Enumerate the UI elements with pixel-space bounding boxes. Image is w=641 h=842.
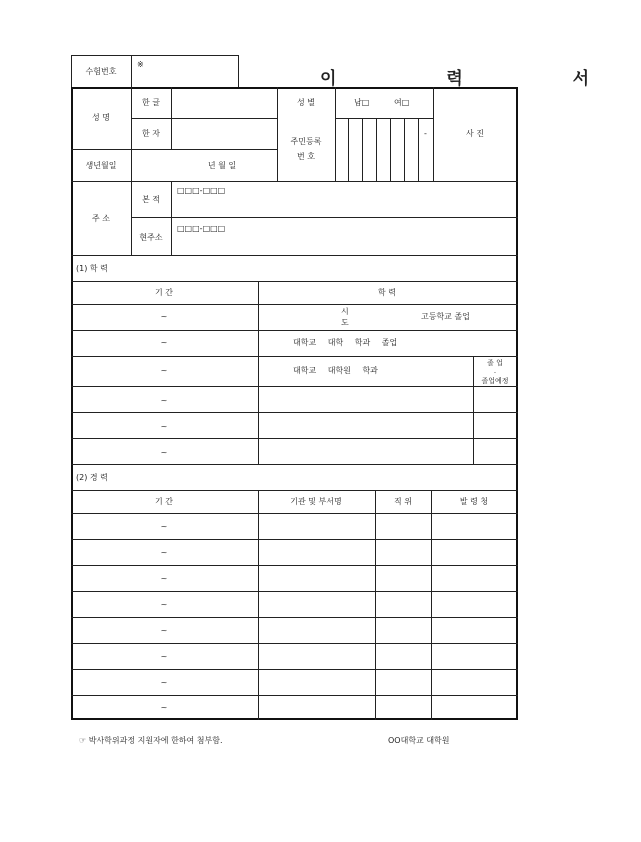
gender-label: 성 별 <box>297 98 315 107</box>
education-row-city[interactable]: 시 <box>341 307 349 316</box>
career-row-period[interactable]: ~ <box>160 574 168 583</box>
career-position-header: 직 위 <box>394 497 412 506</box>
education-row-period[interactable]: ~ <box>160 448 168 457</box>
career-row-period[interactable]: ~ <box>160 626 168 635</box>
domicile-label: 본 적 <box>142 195 160 204</box>
birth-label: 생년월일 <box>85 161 117 170</box>
hanja-name-field[interactable] <box>172 119 276 148</box>
career-row-period[interactable]: ~ <box>160 703 168 712</box>
name-label: 성 명 <box>92 113 110 122</box>
career-row-period[interactable]: ~ <box>160 522 168 531</box>
education-side-dot: . <box>493 367 497 375</box>
gender-female-option[interactable]: 여□ <box>394 98 410 107</box>
photo-box[interactable] <box>434 88 516 180</box>
current-address-postcode[interactable]: □□□-□□□ <box>177 224 226 233</box>
career-period-header: 기 간 <box>155 497 173 506</box>
resident-number-label-line2: 번 호 <box>297 152 315 161</box>
birth-field[interactable]: 년 월 일 <box>207 161 237 170</box>
hangul-name-field[interactable] <box>172 88 276 117</box>
address-label: 주 소 <box>92 214 110 223</box>
school-name: OO대학교 대학원 <box>388 736 450 745</box>
education-row-period[interactable]: ~ <box>160 338 168 347</box>
education-row-province[interactable]: 도 <box>341 318 349 327</box>
hangul-label: 한 글 <box>142 98 160 107</box>
education-row-record[interactable]: 대학교 대학 학과 졸업 <box>293 338 398 347</box>
photo-label: 사 진 <box>466 129 484 138</box>
hanja-label: 한 자 <box>142 129 160 138</box>
education-side-graduated[interactable]: 졸 업 <box>487 359 503 367</box>
education-record-header: 학 력 <box>378 288 396 297</box>
career-row-period[interactable]: ~ <box>160 548 168 557</box>
current-address-label: 현주소 <box>139 233 163 242</box>
domicile-postcode[interactable]: □□□-□□□ <box>177 186 226 195</box>
career-row-period[interactable]: ~ <box>160 678 168 687</box>
resident-number-label-line1: 주민등록 <box>290 137 322 146</box>
education-period-header: 기 간 <box>155 288 173 297</box>
education-section-label: (1) 학 력 <box>76 264 108 273</box>
resident-number-field[interactable] <box>336 119 432 180</box>
education-row-period[interactable]: ~ <box>160 396 168 405</box>
career-row-period[interactable]: ~ <box>160 600 168 609</box>
education-row-period[interactable]: ~ <box>160 366 168 375</box>
exam-number-field[interactable]: ※ <box>137 60 144 69</box>
education-row-period[interactable]: ~ <box>160 312 168 321</box>
career-row-period[interactable]: ~ <box>160 652 168 661</box>
resident-number-dash: - <box>424 129 427 138</box>
education-row-period[interactable]: ~ <box>160 422 168 431</box>
education-row-highschool[interactable]: 고등학교 졸업 <box>421 312 470 321</box>
education-side-expected[interactable]: 졸업예정 <box>481 377 509 385</box>
education-row-record[interactable]: 대학교 대학원 학과 <box>293 366 378 375</box>
footnote: ☞ 박사학위과정 지원자에 한하여 첨부함. <box>79 736 223 745</box>
career-issuer-header: 발 령 청 <box>459 497 489 506</box>
exam-number-label: 수험번호 <box>85 67 117 76</box>
gender-male-option[interactable]: 남□ <box>354 98 370 107</box>
page-title: 이 력 서 <box>320 69 641 89</box>
career-org-header: 기관 및 부서명 <box>290 497 342 506</box>
career-section-label: (2) 경 력 <box>76 473 108 482</box>
